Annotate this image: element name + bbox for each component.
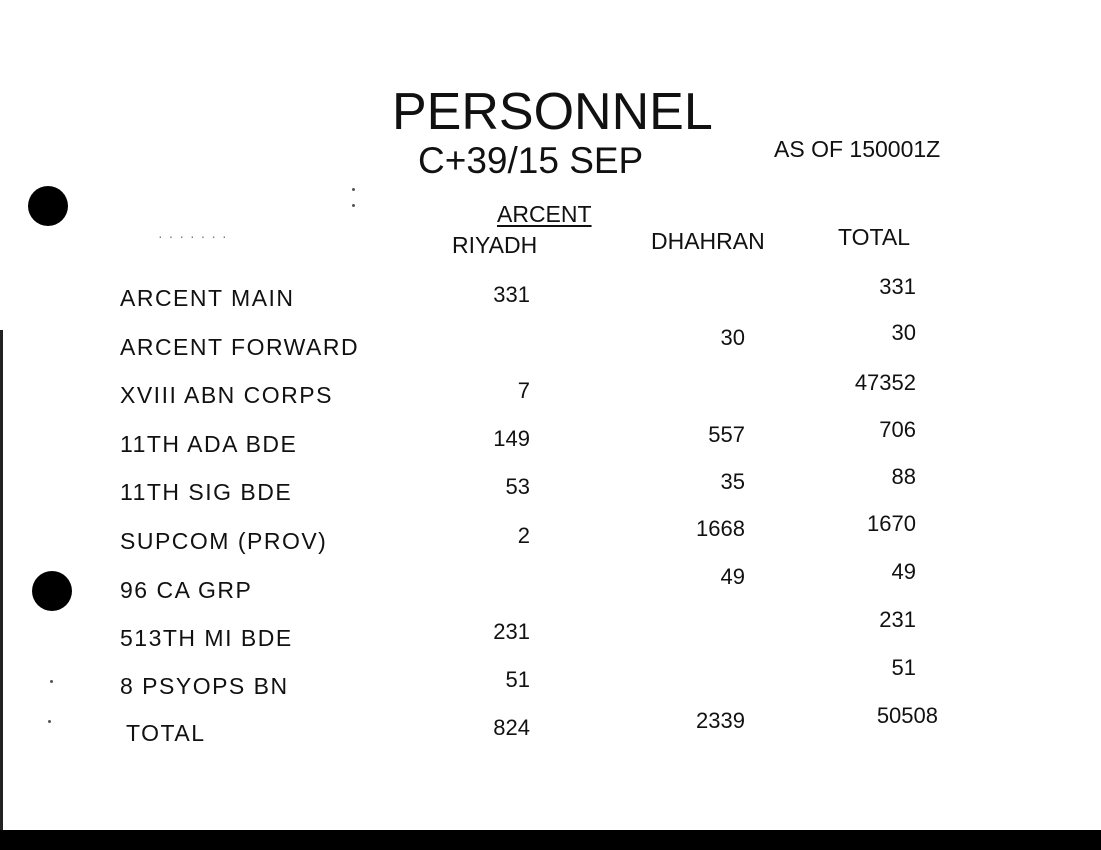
cell-dhahran: 1668 <box>696 516 745 541</box>
cell-total-grand: 50508 <box>876 703 938 728</box>
page-subtitle: C+39/15 SEP <box>418 140 644 181</box>
scan-speck <box>48 720 51 723</box>
row-label-total: TOTAL <box>126 720 206 746</box>
cell-riyadh: 149 <box>493 426 530 451</box>
as-of-timestamp: AS OF 150001Z <box>774 136 941 162</box>
row-label: 8 PSYOPS BN <box>120 673 289 699</box>
cell-total: 30 <box>891 320 916 345</box>
cell-riyadh: 231 <box>493 619 530 644</box>
scan-border <box>0 830 1101 850</box>
cell-total: 47352 <box>854 370 916 395</box>
scan-speck <box>352 188 355 191</box>
column-group-header: ARCENT <box>497 201 592 227</box>
row-label: ARCENT MAIN <box>120 285 295 311</box>
cell-riyadh: 7 <box>517 378 530 403</box>
cell-total: 51 <box>891 655 916 680</box>
row-label: 11TH SIG BDE <box>120 479 293 505</box>
cell-riyadh-total: 824 <box>493 715 530 740</box>
cell-dhahran: 35 <box>720 469 745 494</box>
cell-dhahran: 557 <box>708 422 745 447</box>
binder-hole-icon <box>28 186 68 226</box>
binder-hole-icon <box>32 571 72 611</box>
column-header-dhahran: DHAHRAN <box>651 228 765 254</box>
column-header-total: TOTAL <box>838 224 910 250</box>
cell-riyadh: 331 <box>493 282 530 307</box>
row-label: 11TH ADA BDE <box>120 431 298 457</box>
row-label: ARCENT FORWARD <box>120 334 360 360</box>
scan-speck <box>50 680 53 683</box>
cell-dhahran-total: 2339 <box>696 708 745 733</box>
page-edge <box>0 330 3 850</box>
scan-speck <box>352 204 355 207</box>
row-label: SUPCOM (PROV) <box>120 528 328 554</box>
cell-riyadh: 51 <box>505 667 530 692</box>
cell-total: 88 <box>891 464 916 489</box>
cell-total: 49 <box>891 559 916 584</box>
row-label: 513TH MI BDE <box>120 625 293 651</box>
column-header-riyadh: RIYADH <box>452 232 538 258</box>
cell-dhahran: 49 <box>720 564 745 589</box>
row-label: 96 CA GRP <box>120 577 253 603</box>
cell-riyadh: 2 <box>517 523 530 548</box>
row-label: XVIII ABN CORPS <box>120 382 333 408</box>
cell-total: 331 <box>879 274 916 299</box>
cell-total: 231 <box>879 607 916 632</box>
cell-riyadh: 53 <box>505 474 530 499</box>
cell-total: 1670 <box>867 511 916 536</box>
cell-total: 706 <box>879 417 916 442</box>
page-title: PERSONNEL <box>392 83 713 141</box>
cell-dhahran: 30 <box>720 325 745 350</box>
leader-dots: ······· <box>158 228 233 244</box>
